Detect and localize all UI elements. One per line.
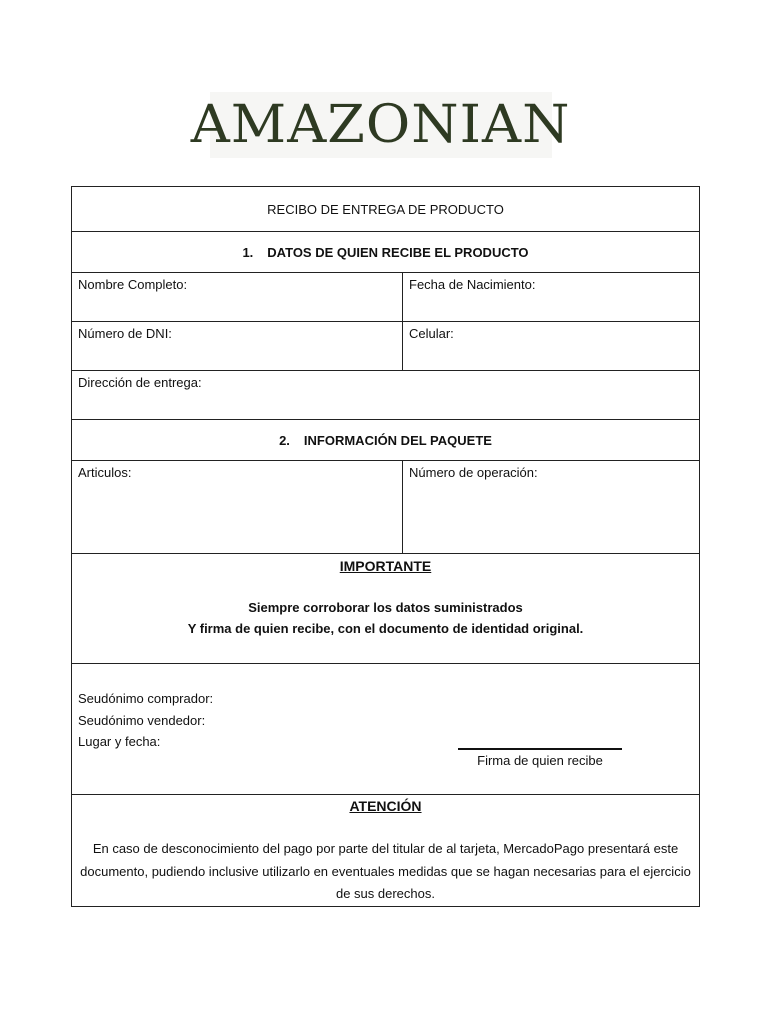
attention-notice bbox=[72, 795, 700, 907]
section-package-info bbox=[72, 420, 700, 461]
articles-label: Articulos: bbox=[78, 465, 132, 480]
section-title: INFORMACIÓN DEL PAQUETE bbox=[303, 432, 492, 448]
phone-label: Celular: bbox=[409, 326, 454, 341]
buyer-alias-label: Seudónimo comprador: bbox=[78, 691, 214, 706]
dni-field[interactable] bbox=[72, 322, 403, 371]
section-number: 2. bbox=[279, 432, 290, 448]
delivery-address-field[interactable] bbox=[72, 371, 700, 420]
section-number: 1. bbox=[242, 244, 254, 260]
operation-number-field[interactable] bbox=[403, 461, 700, 554]
full-name-label: Nombre Completo: bbox=[78, 277, 188, 292]
dni-label: Número de DNI: bbox=[78, 326, 172, 341]
brand-logo bbox=[191, 92, 571, 158]
section-title: DATOS DE QUIEN RECIBE EL PRODUCTO bbox=[267, 244, 529, 260]
delivery-receipt-form bbox=[71, 186, 700, 907]
seller-alias-label: Seudónimo vendedor: bbox=[78, 712, 206, 728]
phone-field[interactable] bbox=[403, 322, 700, 371]
important-line-2: Y firma de quien recibe, con el documento de identidad original. bbox=[187, 621, 584, 636]
important-line-1: Siempre corroborar los datos suministrados bbox=[248, 600, 523, 615]
signature-section bbox=[72, 664, 700, 795]
attention-title: ATENCIÓN bbox=[349, 798, 422, 814]
important-notice bbox=[72, 554, 700, 664]
important-title: IMPORTANTE bbox=[339, 558, 432, 574]
articles-field[interactable] bbox=[72, 461, 403, 554]
birth-date-field[interactable] bbox=[403, 273, 700, 322]
signature-caption: Firma de quien recibe bbox=[477, 753, 603, 768]
signature-line[interactable] bbox=[458, 748, 622, 750]
delivery-address-label: Dirección de entrega: bbox=[78, 375, 202, 390]
full-name-field[interactable] bbox=[72, 273, 403, 322]
operation-number-label: Número de operación: bbox=[409, 465, 538, 480]
birth-date-label: Fecha de Nacimiento: bbox=[409, 277, 536, 292]
form-title: RECIBO DE ENTREGA DE PRODUCTO bbox=[72, 187, 700, 232]
attention-body: En caso de desconocimiento del pago por parte del titular de al tarjeta, MercadoPago presentará este documento, pudiendo inclusive utilizarlo en eventuales medidas que se hagan necesarias para el ejercicio de sus derechos. bbox=[80, 841, 691, 901]
brand-logo-text: AMAZONIAN bbox=[191, 95, 571, 155]
section-recipient-data bbox=[72, 232, 700, 273]
place-date-label: Lugar y fecha: bbox=[78, 734, 161, 749]
